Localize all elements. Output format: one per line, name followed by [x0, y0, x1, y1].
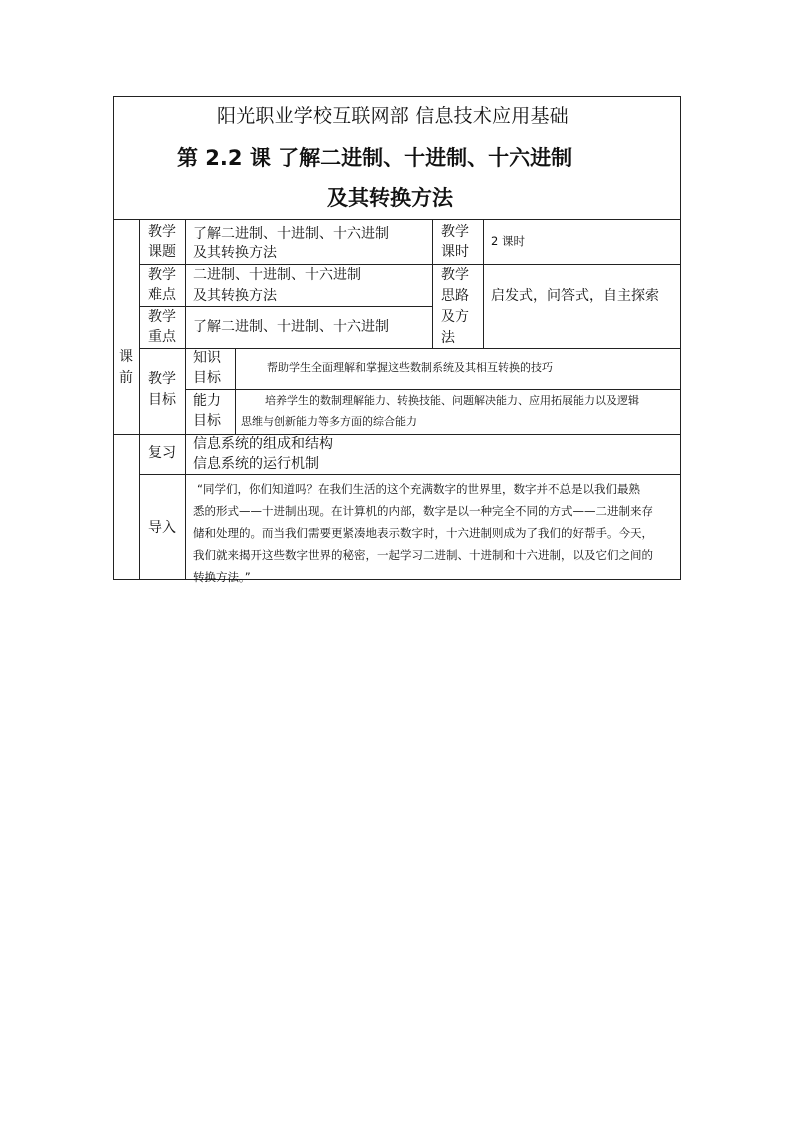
- header-divider: [113, 219, 681, 220]
- ability-goal-value: 培养学生的数制理解能力、转换技能、问题解决能力、应用拓展能力以及逻辑: [265, 394, 639, 407]
- hours-label: 教学: [441, 224, 469, 240]
- goal-col-divider: [235, 348, 236, 434]
- section-label-top: 课: [119, 349, 133, 365]
- review-row-divider: [139, 474, 681, 475]
- intro-label: 导入: [148, 520, 176, 536]
- knowledge-goal-label: 知识: [193, 350, 221, 366]
- goals-label-2: 目标: [148, 392, 176, 408]
- section-label-bottom: 前: [119, 370, 133, 386]
- review-value-2: 信息系统的运行机制: [193, 456, 319, 472]
- method-label: 教学: [441, 267, 469, 283]
- topic-label: 教学: [148, 224, 176, 240]
- keypoint-value: 了解二进制、十进制、十六进制: [193, 319, 389, 335]
- section-col-divider: [139, 219, 140, 580]
- difficulty-label-2: 难点: [148, 287, 176, 303]
- keypoint-label: 教学: [148, 309, 176, 325]
- review-value: 信息系统的组成和结构: [193, 436, 333, 452]
- difficulty-value-2: 及其转换方法: [193, 288, 277, 304]
- intro-line: 储和处理的。而当我们需要更紧凑地表示数字时，十六进制则成为了我们的好帮手。今天，: [193, 526, 653, 540]
- method-label-2: 思路: [441, 288, 469, 304]
- intro-line: 转换方法。”: [193, 570, 251, 584]
- review-label: 复习: [148, 445, 176, 461]
- topic-label-2: 课题: [148, 244, 176, 260]
- topic-value: 了解二进制、十进制、十六进制: [193, 226, 389, 242]
- lesson-title: 第 2.2 课 了解二进制、十进制、十六进制: [177, 146, 573, 170]
- mid-col-divider: [432, 219, 433, 349]
- school-line: 阳光职业学校互联网部 信息技术应用基础: [217, 105, 569, 127]
- topic-value-2: 及其转换方法: [193, 245, 277, 261]
- lesson-title-line2: 及其转换方法: [327, 186, 453, 210]
- right-col-divider: [483, 219, 484, 349]
- hours-value: 2 课时: [491, 234, 525, 248]
- ability-goal-label-2: 目标: [193, 413, 221, 429]
- knowledge-goal-value: 帮助学生全面理解和掌握这些数制系统及其相互转换的技巧: [267, 361, 553, 374]
- ability-goal-label: 能力: [193, 393, 221, 409]
- row-divider-3: [139, 348, 681, 349]
- ability-goal-value-2: 思维与创新能力等多方面的综合能力: [241, 415, 417, 428]
- hours-label-2: 课时: [441, 244, 469, 260]
- label-col-divider: [185, 219, 186, 580]
- knowledge-goal-label-2: 目标: [193, 370, 221, 386]
- row-divider-2: [139, 306, 432, 307]
- goals-label: 教学: [148, 371, 176, 387]
- pre-class-bottom: [113, 434, 681, 435]
- row-divider-1: [139, 264, 681, 265]
- method-label-4: 法: [441, 330, 455, 346]
- difficulty-value: 二进制、十进制、十六进制: [193, 267, 361, 283]
- goal-row-divider: [185, 389, 681, 390]
- intro-line: 悉的形式——十进制出现。在计算机的内部，数字是以一种完全不同的方式——二进制来存: [193, 504, 653, 518]
- method-value: 启发式，问答式，自主探索: [491, 288, 659, 304]
- intro-paragraph: [193, 478, 677, 588]
- intro-line: 我们就来揭开这些数字世界的秘密，一起学习二进制、十进制和十六进制，以及它们之间的: [193, 548, 653, 562]
- difficulty-label: 教学: [148, 267, 176, 283]
- keypoint-label-2: 重点: [148, 329, 176, 345]
- method-label-3: 及方: [441, 309, 469, 325]
- intro-line: “同学们，你们知道吗？在我们生活的这个充满数字的世界里，数字并不总是以我们最熟: [197, 482, 640, 496]
